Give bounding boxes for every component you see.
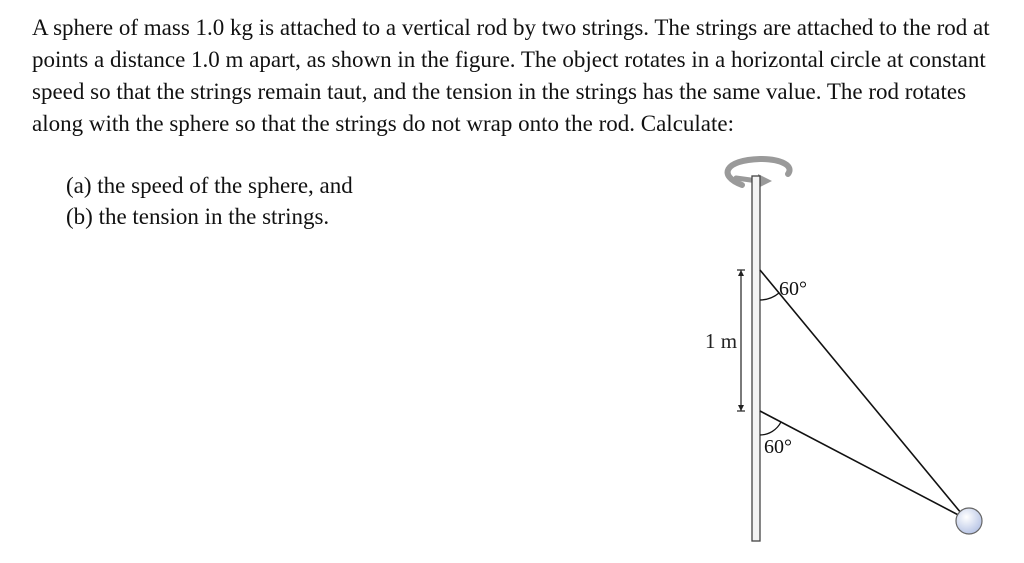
lower-angle-label: 60° (764, 436, 792, 458)
distance-label: 1 m (705, 329, 738, 353)
lower-angle-arc (760, 422, 781, 435)
distance-marker (737, 270, 745, 411)
vertical-rod (752, 176, 760, 541)
part-a: (a) the speed of the sphere, and (66, 173, 353, 198)
lower-string (760, 411, 966, 519)
upper-angle-arc (760, 293, 779, 300)
sphere (956, 508, 982, 534)
problem-statement: A sphere of mass 1.0 kg is attached to a vertical rod by two strings. The strings are attached to the rod at points a distance 1.0 m apart, as shown in the figure. The object rotates in a horizontal circle at constant speed so that the strings remain taut, and the tension in the strings has the same value. The rod rotates along with the sphere so that the strings do not wrap onto the rod. Calculate: (32, 15, 990, 136)
part-b: (b) the tension in the strings. (66, 204, 330, 229)
upper-string (760, 270, 966, 519)
upper-angle-label: 60° (779, 278, 807, 300)
